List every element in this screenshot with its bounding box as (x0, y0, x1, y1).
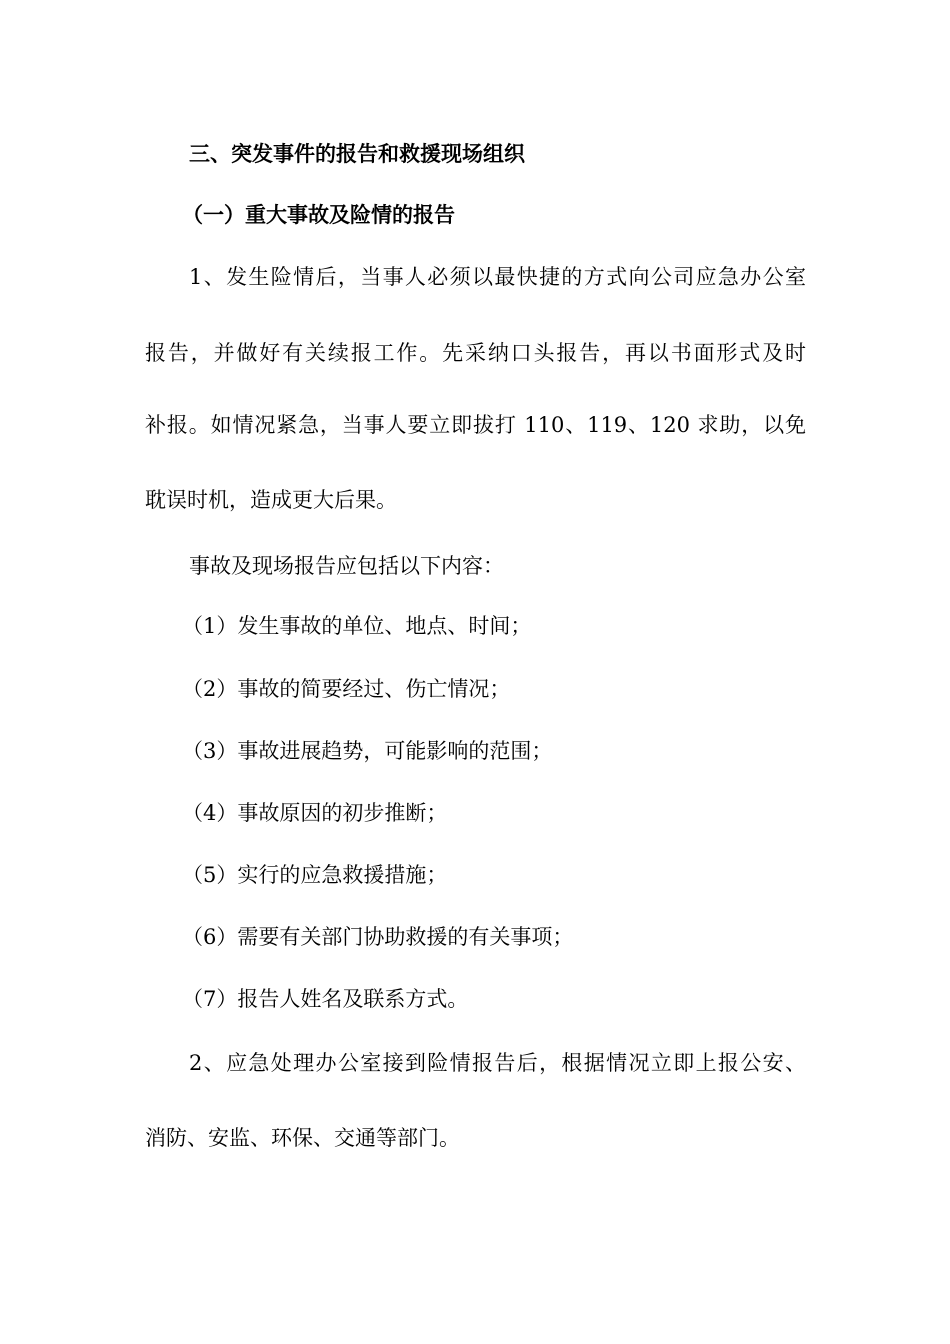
report-contents-intro: 事故及现场报告应包括以下内容： (189, 554, 504, 578)
paragraph-1-line-4: 耽误时机，造成更大后果。 (145, 488, 397, 512)
subsection-heading: （一）重大事故及险情的报告 (182, 203, 455, 227)
list-item: （6）需要有关部门协助救援的有关事项； (182, 925, 574, 949)
list-item: （1）发生事故的单位、地点、时间； (182, 614, 532, 638)
list-item: （2）事故的简要经过、伤亡情况； (182, 677, 511, 701)
section-heading: 三、突发事件的报告和救援现场组织 (189, 142, 525, 166)
list-item: （7）报告人姓名及联系方式。 (182, 987, 469, 1011)
paragraph-1-line-1: 1、发生险情后，当事人必须以最快捷的方式向公司应急办公室 (189, 265, 806, 289)
paragraph-1-line-3: 补报。如情况紧急，当事人要立即拔打 110、119、120 求助，以免 (145, 413, 806, 437)
list-item: （3）事故进展趋势，可能影响的范围； (182, 739, 553, 763)
paragraph-1-line-2: 报告，并做好有关续报工作。先采纳口头报告，再以书面形式及时 (145, 341, 806, 365)
paragraph-2-line-2: 消防、安监、环保、交通等部门。 (145, 1126, 460, 1150)
list-item: （4）事故原因的初步推断； (182, 801, 448, 825)
list-item: （5）实行的应急救援措施； (182, 863, 448, 887)
paragraph-2-line-1: 2、应急处理办公室接到险情报告后，根据情况立即上报公安、 (189, 1051, 806, 1075)
